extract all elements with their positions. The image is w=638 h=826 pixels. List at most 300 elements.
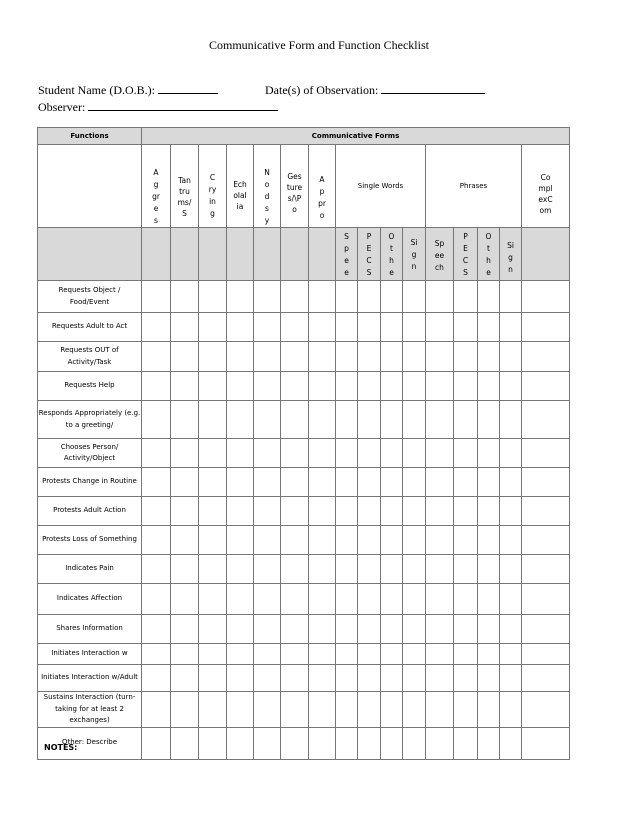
check-cell[interactable] <box>403 342 426 372</box>
check-cell[interactable] <box>522 497 570 526</box>
check-cell[interactable] <box>522 615 570 644</box>
check-cell[interactable] <box>381 665 403 692</box>
check-cell[interactable] <box>336 313 358 342</box>
check-cell[interactable] <box>254 313 281 342</box>
check-cell[interactable] <box>142 615 171 644</box>
check-cell[interactable] <box>171 727 199 759</box>
check-cell[interactable] <box>254 526 281 555</box>
check-cell[interactable] <box>227 468 254 497</box>
check-cell[interactable] <box>403 644 426 665</box>
dates-blank[interactable] <box>381 82 485 94</box>
check-cell[interactable] <box>336 584 358 615</box>
check-cell[interactable] <box>254 644 281 665</box>
check-cell[interactable] <box>358 401 381 439</box>
check-cell[interactable] <box>254 372 281 401</box>
observer-blank[interactable] <box>88 99 278 111</box>
check-cell[interactable] <box>478 665 500 692</box>
check-cell[interactable] <box>358 439 381 468</box>
check-cell[interactable] <box>358 555 381 584</box>
check-cell[interactable] <box>500 313 522 342</box>
check-cell[interactable] <box>254 665 281 692</box>
check-cell[interactable] <box>522 401 570 439</box>
subform-sw-speech: Spee <box>336 228 358 281</box>
check-cell[interactable] <box>171 439 199 468</box>
check-cell[interactable] <box>309 644 336 665</box>
subform-sw-pecs: PECS <box>358 228 381 281</box>
check-cell[interactable] <box>500 584 522 615</box>
check-cell[interactable] <box>454 555 478 584</box>
check-cell[interactable] <box>426 644 454 665</box>
check-cell[interactable] <box>309 439 336 468</box>
check-cell[interactable] <box>227 692 254 728</box>
check-cell[interactable] <box>454 497 478 526</box>
check-cell[interactable] <box>227 342 254 372</box>
check-cell[interactable] <box>500 665 522 692</box>
check-cell[interactable] <box>309 615 336 644</box>
check-cell[interactable] <box>281 526 309 555</box>
check-cell[interactable] <box>281 584 309 615</box>
function-row <box>38 555 570 584</box>
check-cell[interactable] <box>403 281 426 313</box>
check-cell[interactable] <box>426 692 454 728</box>
check-cell[interactable] <box>381 468 403 497</box>
check-cell[interactable] <box>358 468 381 497</box>
check-cell[interactable] <box>142 727 171 759</box>
function-row <box>38 372 570 401</box>
check-cell[interactable] <box>381 615 403 644</box>
check-cell[interactable] <box>454 281 478 313</box>
function-row <box>38 526 570 555</box>
check-cell[interactable] <box>381 372 403 401</box>
check-cell[interactable] <box>142 313 171 342</box>
check-cell[interactable] <box>309 692 336 728</box>
check-cell[interactable] <box>478 468 500 497</box>
check-cell[interactable] <box>199 313 227 342</box>
check-cell[interactable] <box>454 692 478 728</box>
check-cell[interactable] <box>522 468 570 497</box>
check-cell[interactable] <box>478 526 500 555</box>
check-cell[interactable] <box>171 313 199 342</box>
check-cell[interactable] <box>403 401 426 439</box>
subforms-blank-b <box>171 228 199 281</box>
check-cell[interactable] <box>254 439 281 468</box>
check-cell[interactable] <box>336 439 358 468</box>
check-cell[interactable] <box>227 313 254 342</box>
check-cell[interactable] <box>500 372 522 401</box>
check-cell[interactable] <box>336 615 358 644</box>
check-cell[interactable] <box>171 615 199 644</box>
check-cell[interactable] <box>478 497 500 526</box>
check-cell[interactable] <box>199 401 227 439</box>
check-cell[interactable] <box>281 313 309 342</box>
check-cell[interactable] <box>254 342 281 372</box>
check-cell[interactable] <box>403 526 426 555</box>
check-cell[interactable] <box>171 401 199 439</box>
check-cell[interactable] <box>336 692 358 728</box>
function-label: Initiates Interaction w <box>38 644 142 665</box>
check-cell[interactable] <box>454 665 478 692</box>
function-row <box>38 584 570 615</box>
check-cell[interactable] <box>309 313 336 342</box>
function-label: Indicates Pain <box>38 555 142 584</box>
check-cell[interactable] <box>171 555 199 584</box>
check-cell[interactable] <box>336 342 358 372</box>
check-cell[interactable] <box>500 468 522 497</box>
check-cell[interactable] <box>381 526 403 555</box>
check-cell[interactable] <box>454 372 478 401</box>
check-cell[interactable] <box>426 727 454 759</box>
check-cell[interactable] <box>142 497 171 526</box>
check-cell[interactable] <box>478 584 500 615</box>
check-cell[interactable] <box>522 665 570 692</box>
check-cell[interactable] <box>426 401 454 439</box>
check-cell[interactable] <box>454 401 478 439</box>
check-cell[interactable] <box>281 497 309 526</box>
check-cell[interactable] <box>142 555 171 584</box>
check-cell[interactable] <box>381 727 403 759</box>
check-cell[interactable] <box>281 727 309 759</box>
check-cell[interactable] <box>309 584 336 615</box>
check-cell[interactable] <box>478 372 500 401</box>
check-cell[interactable] <box>454 526 478 555</box>
check-cell[interactable] <box>199 497 227 526</box>
check-cell[interactable] <box>478 401 500 439</box>
check-cell[interactable] <box>522 692 570 728</box>
dates-label: Date(s) of Observation: <box>265 83 379 97</box>
check-cell[interactable] <box>281 281 309 313</box>
check-cell[interactable] <box>254 692 281 728</box>
subform-sw-other: Othe <box>381 228 403 281</box>
check-cell[interactable] <box>309 555 336 584</box>
check-cell[interactable] <box>281 644 309 665</box>
check-cell[interactable] <box>309 526 336 555</box>
check-cell[interactable] <box>454 644 478 665</box>
check-cell[interactable] <box>199 555 227 584</box>
function-label: Protests Loss of Something <box>38 526 142 555</box>
function-row <box>38 665 570 692</box>
check-cell[interactable] <box>454 615 478 644</box>
check-cell[interactable] <box>227 281 254 313</box>
check-cell[interactable] <box>309 665 336 692</box>
check-cell[interactable] <box>142 281 171 313</box>
check-cell[interactable] <box>199 342 227 372</box>
check-cell[interactable] <box>142 439 171 468</box>
check-cell[interactable] <box>522 727 570 759</box>
check-cell[interactable] <box>309 281 336 313</box>
check-cell[interactable] <box>426 439 454 468</box>
check-cell[interactable] <box>426 555 454 584</box>
check-cell[interactable] <box>381 281 403 313</box>
page-title: Communicative Form and Function Checklist <box>209 38 429 52</box>
check-cell[interactable] <box>500 497 522 526</box>
info-line-2 <box>38 99 278 115</box>
check-cell[interactable] <box>454 584 478 615</box>
check-cell[interactable] <box>336 555 358 584</box>
subforms-blank-g <box>309 228 336 281</box>
check-cell[interactable] <box>478 692 500 728</box>
check-cell[interactable] <box>227 584 254 615</box>
check-cell[interactable] <box>142 665 171 692</box>
check-cell[interactable] <box>426 468 454 497</box>
check-cell[interactable] <box>254 615 281 644</box>
check-cell[interactable] <box>403 468 426 497</box>
check-cell[interactable] <box>227 615 254 644</box>
check-cell[interactable] <box>336 372 358 401</box>
check-cell[interactable] <box>522 439 570 468</box>
check-cell[interactable] <box>199 665 227 692</box>
check-cell[interactable] <box>171 526 199 555</box>
form-tantrums: Tantrums/S <box>171 145 199 228</box>
check-cell[interactable] <box>426 615 454 644</box>
check-cell[interactable] <box>522 313 570 342</box>
check-cell[interactable] <box>142 644 171 665</box>
check-cell[interactable] <box>522 555 570 584</box>
check-cell[interactable] <box>403 439 426 468</box>
check-cell[interactable] <box>227 555 254 584</box>
subforms-blank-h <box>522 228 570 281</box>
check-cell[interactable] <box>281 439 309 468</box>
check-cell[interactable] <box>142 692 171 728</box>
subform-ph-pecs: PECS <box>454 228 478 281</box>
check-cell[interactable] <box>381 644 403 665</box>
check-cell[interactable] <box>454 727 478 759</box>
check-cell[interactable] <box>336 727 358 759</box>
check-cell[interactable] <box>281 372 309 401</box>
check-cell[interactable] <box>309 727 336 759</box>
check-cell[interactable] <box>426 584 454 615</box>
forms-header: Communicative Forms <box>142 128 570 145</box>
function-row <box>38 468 570 497</box>
notes-label: NOTES: <box>44 743 78 752</box>
check-cell[interactable] <box>254 584 281 615</box>
check-cell[interactable] <box>403 665 426 692</box>
check-cell[interactable] <box>522 584 570 615</box>
check-cell[interactable] <box>500 644 522 665</box>
form-gestures: Gestures/\Po <box>281 145 309 228</box>
check-cell[interactable] <box>358 313 381 342</box>
check-cell[interactable] <box>336 665 358 692</box>
check-cell[interactable] <box>381 342 403 372</box>
check-cell[interactable] <box>199 692 227 728</box>
check-cell[interactable] <box>381 497 403 526</box>
form-complex: ComplexCom <box>522 145 570 228</box>
check-cell[interactable] <box>500 615 522 644</box>
check-cell[interactable] <box>199 281 227 313</box>
form-single-words: Single Words <box>336 145 426 228</box>
check-cell[interactable] <box>227 665 254 692</box>
check-cell[interactable] <box>336 497 358 526</box>
check-cell[interactable] <box>500 401 522 439</box>
check-cell[interactable] <box>281 692 309 728</box>
check-cell[interactable] <box>142 372 171 401</box>
check-cell[interactable] <box>358 584 381 615</box>
check-cell[interactable] <box>309 401 336 439</box>
check-cell[interactable] <box>500 281 522 313</box>
check-cell[interactable] <box>227 372 254 401</box>
subforms-blank-d <box>227 228 254 281</box>
check-cell[interactable] <box>500 439 522 468</box>
check-cell[interactable] <box>227 497 254 526</box>
check-cell[interactable] <box>403 692 426 728</box>
check-cell[interactable] <box>227 526 254 555</box>
check-cell[interactable] <box>426 526 454 555</box>
check-cell[interactable] <box>254 555 281 584</box>
check-cell[interactable] <box>426 497 454 526</box>
check-cell[interactable] <box>171 665 199 692</box>
check-cell[interactable] <box>358 644 381 665</box>
function-row <box>38 615 570 644</box>
check-cell[interactable] <box>500 526 522 555</box>
check-cell[interactable] <box>381 439 403 468</box>
check-cell[interactable] <box>500 727 522 759</box>
check-cell[interactable] <box>522 372 570 401</box>
function-label: Protests Change in Routine <box>38 468 142 497</box>
check-cell[interactable] <box>227 401 254 439</box>
check-cell[interactable] <box>403 313 426 342</box>
check-cell[interactable] <box>309 497 336 526</box>
check-cell[interactable] <box>358 497 381 526</box>
check-cell[interactable] <box>381 584 403 615</box>
check-cell[interactable] <box>478 313 500 342</box>
check-cell[interactable] <box>500 555 522 584</box>
function-row <box>38 727 570 759</box>
check-cell[interactable] <box>426 281 454 313</box>
check-cell[interactable] <box>426 342 454 372</box>
function-label: Indicates Affection <box>38 584 142 615</box>
check-cell[interactable] <box>358 526 381 555</box>
form-nods: Nodsy <box>254 145 281 228</box>
check-cell[interactable] <box>281 665 309 692</box>
check-cell[interactable] <box>358 692 381 728</box>
check-cell[interactable] <box>522 526 570 555</box>
check-cell[interactable] <box>478 615 500 644</box>
subforms-blank-a <box>142 228 171 281</box>
check-cell[interactable] <box>142 584 171 615</box>
check-cell[interactable] <box>227 439 254 468</box>
check-cell[interactable] <box>478 727 500 759</box>
check-cell[interactable] <box>454 468 478 497</box>
check-cell[interactable] <box>142 342 171 372</box>
check-cell[interactable] <box>358 281 381 313</box>
check-cell[interactable] <box>171 497 199 526</box>
check-cell[interactable] <box>171 372 199 401</box>
check-cell[interactable] <box>281 342 309 372</box>
check-cell[interactable] <box>309 342 336 372</box>
check-cell[interactable] <box>171 281 199 313</box>
check-cell[interactable] <box>281 555 309 584</box>
check-cell[interactable] <box>500 342 522 372</box>
check-cell[interactable] <box>171 584 199 615</box>
check-cell[interactable] <box>281 401 309 439</box>
check-cell[interactable] <box>358 372 381 401</box>
check-cell[interactable] <box>403 615 426 644</box>
check-cell[interactable] <box>336 526 358 555</box>
check-cell[interactable] <box>522 281 570 313</box>
form-echolalia: Echolalia <box>227 145 254 228</box>
function-label: Requests Object / Food/Event <box>38 281 142 313</box>
check-cell[interactable] <box>199 584 227 615</box>
check-cell[interactable] <box>142 401 171 439</box>
check-cell[interactable] <box>171 692 199 728</box>
check-cell[interactable] <box>358 615 381 644</box>
check-cell[interactable] <box>381 401 403 439</box>
check-cell[interactable] <box>199 468 227 497</box>
function-label: Initiates Interaction w/Adult <box>38 665 142 692</box>
check-cell[interactable] <box>309 372 336 401</box>
check-cell[interactable] <box>199 644 227 665</box>
check-cell[interactable] <box>522 644 570 665</box>
check-cell[interactable] <box>381 313 403 342</box>
check-cell[interactable] <box>227 727 254 759</box>
check-cell[interactable] <box>227 644 254 665</box>
check-cell[interactable] <box>454 313 478 342</box>
check-cell[interactable] <box>254 727 281 759</box>
check-cell[interactable] <box>522 342 570 372</box>
check-cell[interactable] <box>381 692 403 728</box>
check-cell[interactable] <box>199 526 227 555</box>
check-cell[interactable] <box>199 727 227 759</box>
check-cell[interactable] <box>403 555 426 584</box>
check-cell[interactable] <box>403 497 426 526</box>
check-cell[interactable] <box>254 281 281 313</box>
check-cell[interactable] <box>403 372 426 401</box>
student-name-label: Student Name (D.O.B.): <box>38 83 155 97</box>
check-cell[interactable] <box>171 468 199 497</box>
student-name-blank[interactable] <box>158 82 218 94</box>
function-row <box>38 313 570 342</box>
check-cell[interactable] <box>336 644 358 665</box>
check-cell[interactable] <box>254 401 281 439</box>
check-cell[interactable] <box>426 372 454 401</box>
check-cell[interactable] <box>358 665 381 692</box>
check-cell[interactable] <box>454 439 478 468</box>
check-cell[interactable] <box>478 644 500 665</box>
check-cell[interactable] <box>381 555 403 584</box>
function-row <box>38 439 570 468</box>
check-cell[interactable] <box>478 555 500 584</box>
check-cell[interactable] <box>336 401 358 439</box>
check-cell[interactable] <box>358 727 381 759</box>
check-cell[interactable] <box>309 468 336 497</box>
check-cell[interactable] <box>171 644 199 665</box>
check-cell[interactable] <box>281 468 309 497</box>
check-cell[interactable] <box>478 281 500 313</box>
check-cell[interactable] <box>199 439 227 468</box>
check-cell[interactable] <box>142 526 171 555</box>
check-cell[interactable] <box>254 497 281 526</box>
check-cell[interactable] <box>426 665 454 692</box>
check-cell[interactable] <box>426 313 454 342</box>
function-row <box>38 401 570 439</box>
function-row <box>38 692 570 728</box>
check-cell[interactable] <box>358 342 381 372</box>
check-cell[interactable] <box>254 468 281 497</box>
check-cell[interactable] <box>454 342 478 372</box>
check-cell[interactable] <box>171 342 199 372</box>
check-cell[interactable] <box>336 468 358 497</box>
check-cell[interactable] <box>500 692 522 728</box>
check-cell[interactable] <box>478 439 500 468</box>
check-cell[interactable] <box>199 615 227 644</box>
check-cell[interactable] <box>336 281 358 313</box>
check-cell[interactable] <box>478 342 500 372</box>
check-cell[interactable] <box>199 372 227 401</box>
function-label: Requests Help <box>38 372 142 401</box>
check-cell[interactable] <box>281 615 309 644</box>
check-cell[interactable] <box>403 727 426 759</box>
check-cell[interactable] <box>142 468 171 497</box>
check-cell[interactable] <box>403 584 426 615</box>
